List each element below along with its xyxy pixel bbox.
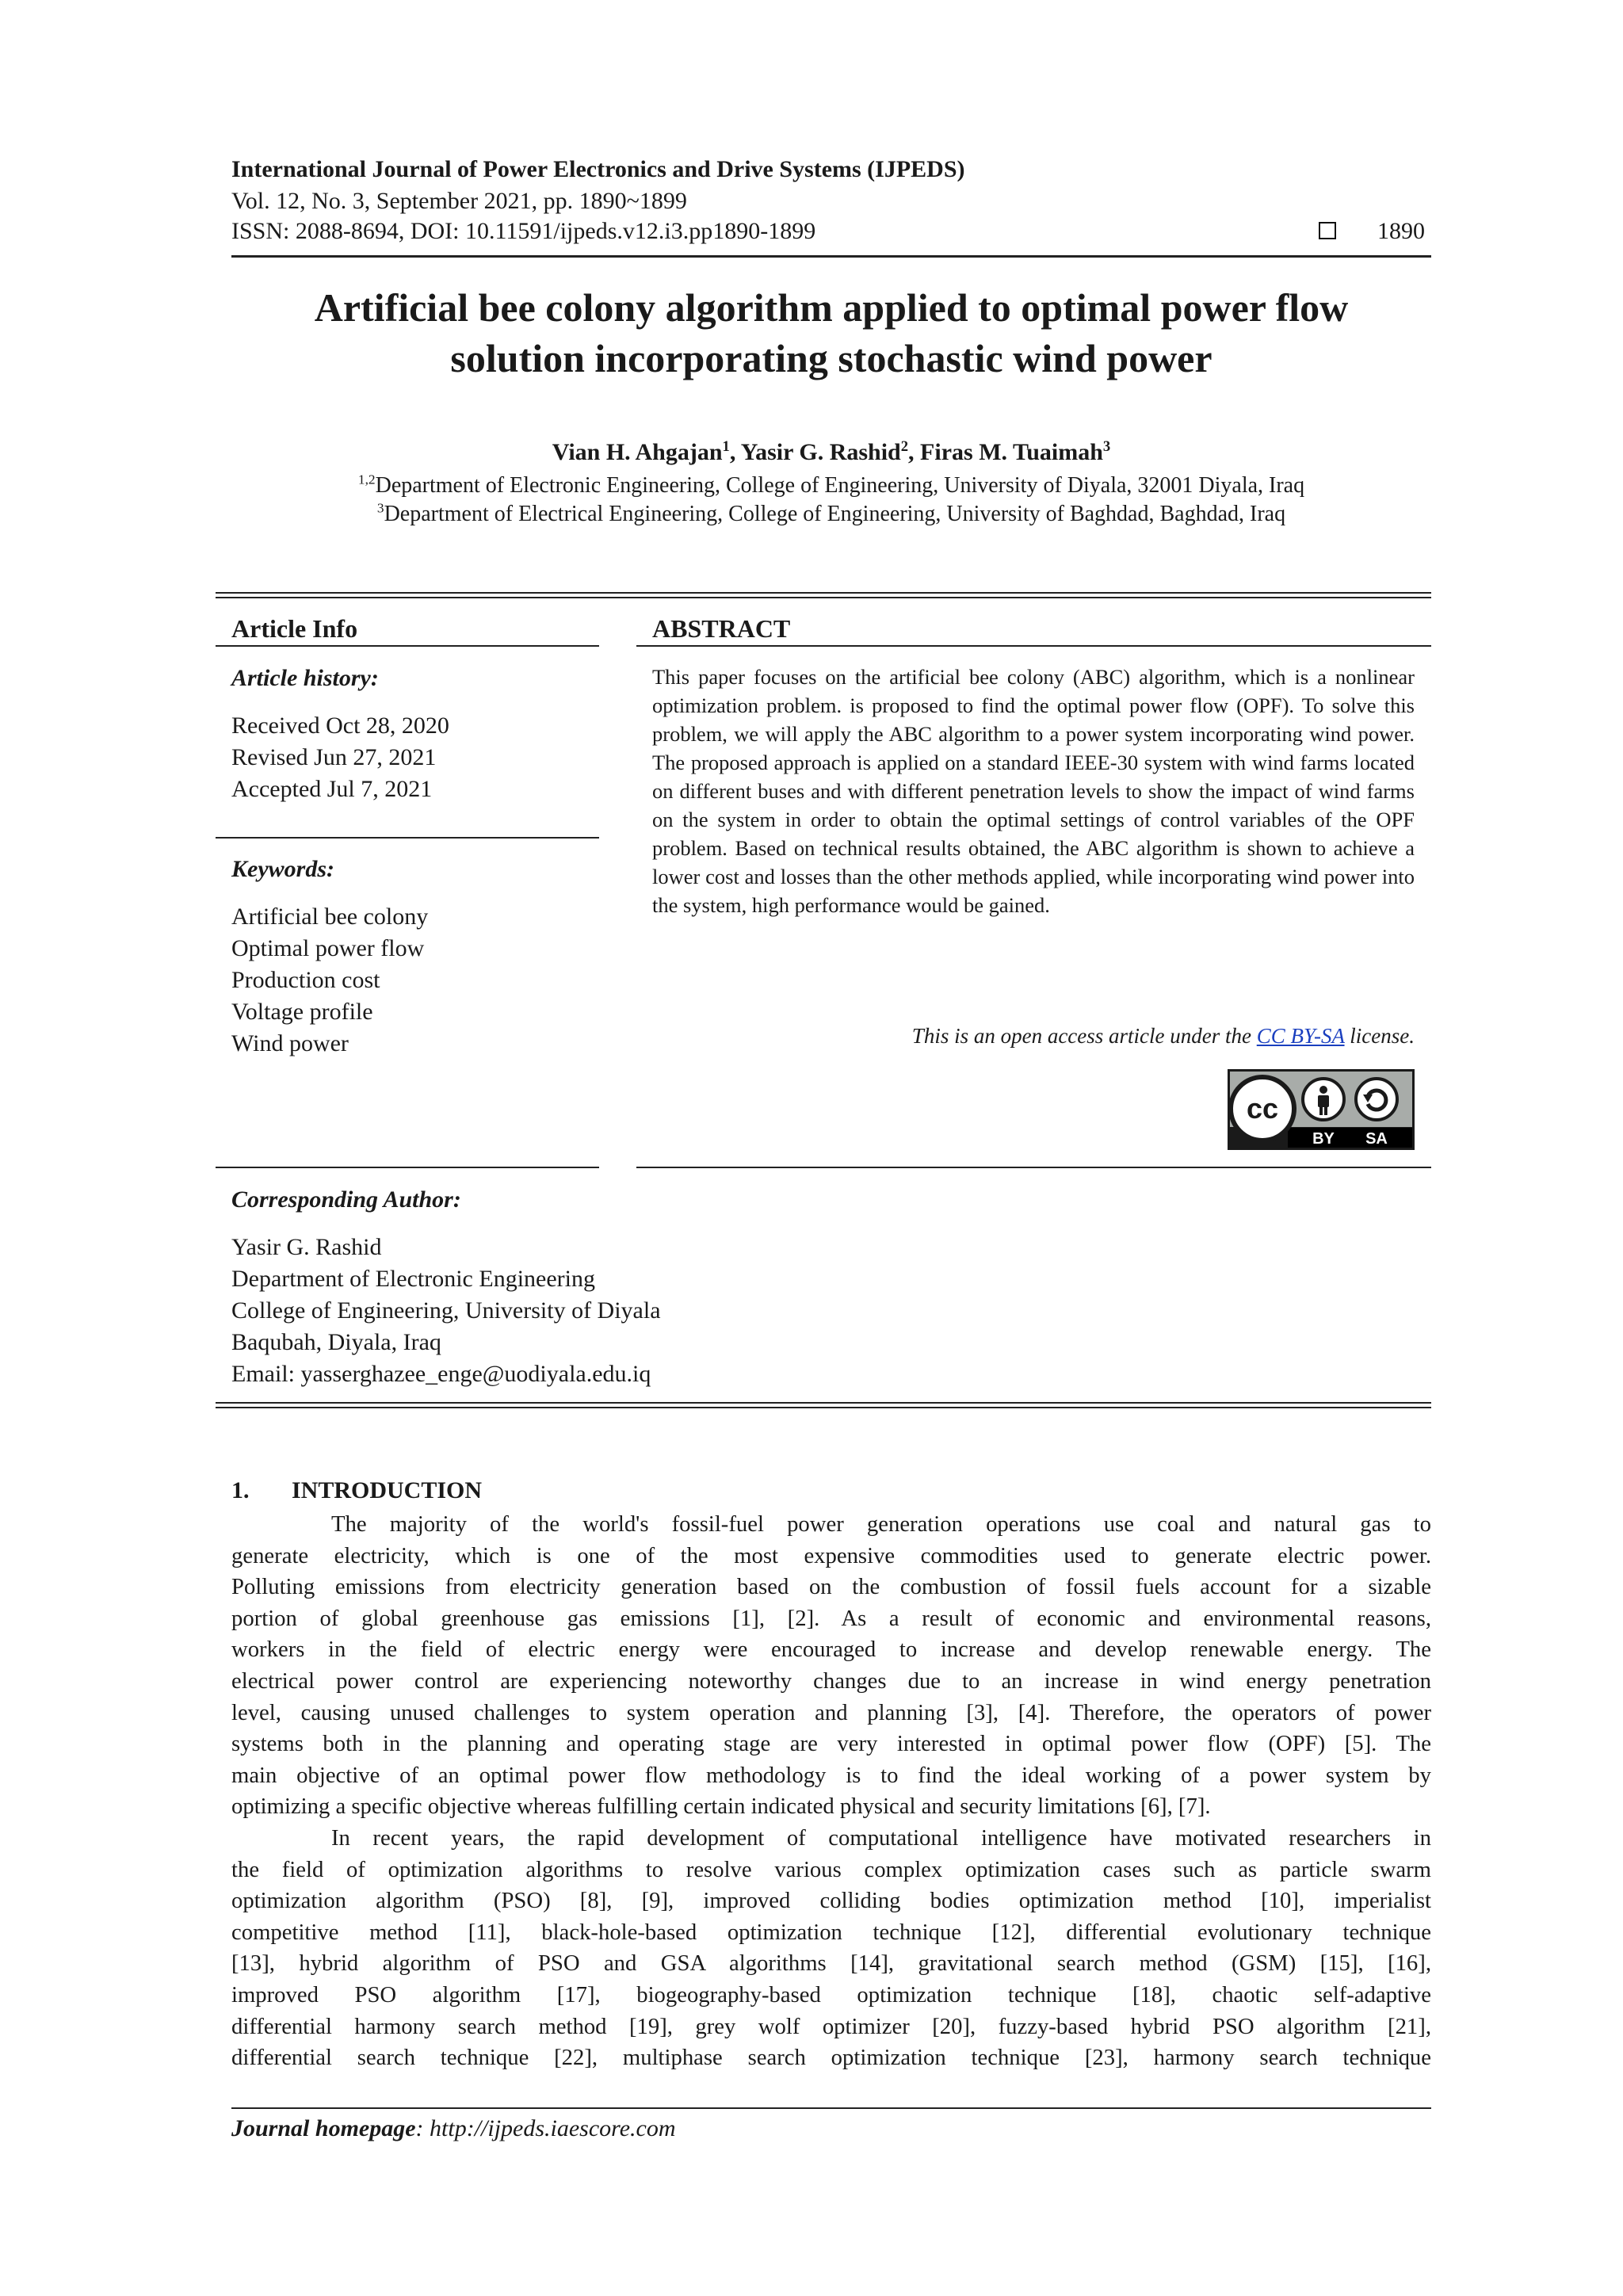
corresponding-label: Corresponding Author: <box>231 1186 461 1213</box>
journal-name: International Journal of Power Electronics and Drive Systems (IJPEDS) <box>231 156 965 182</box>
page-box-icon <box>1319 222 1336 239</box>
cc-logo-text: cc <box>1246 1092 1279 1125</box>
accepted-date: Accepted Jul 7, 2021 <box>231 776 433 802</box>
author-1: Vian H. Ahgajan <box>552 439 723 465</box>
received-date: Received Oct 28, 2020 <box>231 712 449 739</box>
header-rule <box>231 255 1431 258</box>
info-top-rule-1 <box>216 592 1431 594</box>
homepage-link[interactable]: http://ijpeds.iaescore.com <box>430 2115 676 2141</box>
affiliation-2: $^3$Department of Electrical Engineering, College of Engineering, University of Baghdad, Baghdad, Iraq <box>376 500 1286 526</box>
author-list: Vian H. Ahgajan$^1$, Yasir G. Rashid$^2$, Firas M. Tuaimah$^3$ <box>552 438 1111 465</box>
corresponding-email: Email: yasserghazee_enge@uodiyala.edu.iq <box>231 1361 651 1387</box>
corresponding-dept: Department of Electronic Engineering <box>231 1266 595 1292</box>
share-alike-icon <box>1356 1079 1397 1120</box>
author-2: Yasir G. Rashid <box>740 439 901 465</box>
corresponding-location: Baqubah, Diyala, Iraq <box>231 1329 441 1355</box>
section-heading: 1. INTRODUCTION <box>231 1477 483 1503</box>
cc-by-sa-badge[interactable] <box>1228 1069 1415 1150</box>
sa-label: SA <box>1365 1130 1388 1148</box>
footer-rule <box>231 2107 1431 2109</box>
intro-paragraph-1: The majority of the world's fossil-fuel power generation operations use coal and natural gas to generate electricity, which is one of the most expensive commodities used to generate electric power. Polluting emissions from electricity generation based on the combustion of fossil fuels account for a sizable portion of global greenhouse gas emissions [1], [2]. As a result of economic and environmental reasons, workers in the field of electric energy were encouraged to increase and develop renewable energy. The electrical power control are experiencing noteworthy changes due to an increase in wind energy penetration level, causing unused challenges to system operation and planning [3], [4]. Therefore, the operators of power systems both in the planning and operating stage are very interested in optimal power flow (OPF) [5]. The main objective of an optimal power flow methodology is to find the ideal working of a power system by optimizing a specific objective whereas fulfilling certain indicated physical and security limitations [6], [7]. <box>231 1511 1431 1820</box>
info-bottom-rule-2 <box>216 1407 1431 1408</box>
keyword-item: Artificial bee colony <box>231 904 429 930</box>
corresponding-name: Yasir G. Rashid <box>231 1234 382 1260</box>
revised-date: Revised Jun 27, 2021 <box>231 744 437 770</box>
attribution-person-icon <box>1303 1079 1344 1120</box>
abstract-text: This paper focuses on the artificial bee colony (ABC) algorithm, which is a nonlinear optimization problem. is proposed to find the optimal power flow (OPF). To solve this problem, we will apply the ABC algorithm to a power system incorporating wind power. The proposed approach is applied on a standard IEEE-30 system with wind farms located on different buses and with different penetration levels to show the impact of wind farms on the system in order to obtain the optimal settings of control variables of the OPF problem. Based on technical results obtained, the ABC algorithm is shown to achieve a lower cost and losses than the other methods applied, while incorporating wind power into the system, high performance would be gained. <box>652 665 1415 917</box>
corresponding-college: College of Engineering, University of Diyala <box>231 1297 661 1324</box>
info-bottom-rule-1 <box>216 1402 1431 1404</box>
history-rule <box>216 837 599 839</box>
author-3: Firas M. Tuaimah <box>920 439 1103 465</box>
cc-by-sa-link[interactable]: CC BY-SA <box>1256 1024 1345 1048</box>
abstract-heading: ABSTRACT <box>652 614 791 643</box>
keywords-label: Keywords: <box>231 856 334 882</box>
keyword-item: Production cost <box>231 967 380 993</box>
affiliation-1: $^{1,2}$Department of Electronic Engineering, College of Engineering, University of Diyala, 32001 Diyala, Iraq <box>357 472 1305 498</box>
article-info-rule <box>216 645 599 647</box>
article-info-heading: Article Info <box>231 614 358 643</box>
history-label: Article history: <box>231 665 379 691</box>
license-statement: This is an open access article under the CC BY-SA license. <box>911 1024 1415 1048</box>
by-label: BY <box>1312 1130 1335 1148</box>
intro-paragraph-2: In recent years, the rapid development of computational intelligence have motivated researchers in the field of optimization algorithms to resolve various complex optimization cases such as particle swarm optimization algorithm (PSO) [8], [9], improved colliding bodies optimization method [10], imperialist competitive method [11], black-hole-based optimization technique [12], differential evolutionary technique [13], hybrid algorithm of PSO and GSA algorithms [14], gravitational search method (GSM) [15], [16], improved PSO algorithm [17], biogeography-based optimization technique [18], chaotic self-adaptive differential harmony search method [19], grey wolf optimizer [20], fuzzy-based hybrid PSO algorithm [21], differential search technique [22], multiphase search optimization technique [23], harmony search technique <box>231 1825 1431 2071</box>
issn-doi: ISSN: 2088-8694, DOI: 10.11591/ijpeds.v12.i3.pp1890-1899 <box>231 218 816 244</box>
paper-title: Artificial bee colony algorithm applied to optimal power flow solution incorporating stochastic wind power <box>314 285 1349 380</box>
info-top-rule-2 <box>216 597 1431 598</box>
journal-homepage: Journal homepage: http://ijpeds.iaescore.com <box>231 2115 676 2141</box>
keyword-item: Wind power <box>231 1030 349 1056</box>
keyword-item: Optimal power flow <box>231 935 425 961</box>
volume-info: Vol. 12, No. 3, September 2021, pp. 1890~1899 <box>231 188 687 214</box>
keywords-rule <box>216 1167 599 1168</box>
keyword-item: Voltage profile <box>231 999 373 1025</box>
abstract-rule <box>636 645 1431 647</box>
abstract-bottom-rule <box>636 1167 1431 1168</box>
page-number: 1890 <box>1377 218 1425 244</box>
